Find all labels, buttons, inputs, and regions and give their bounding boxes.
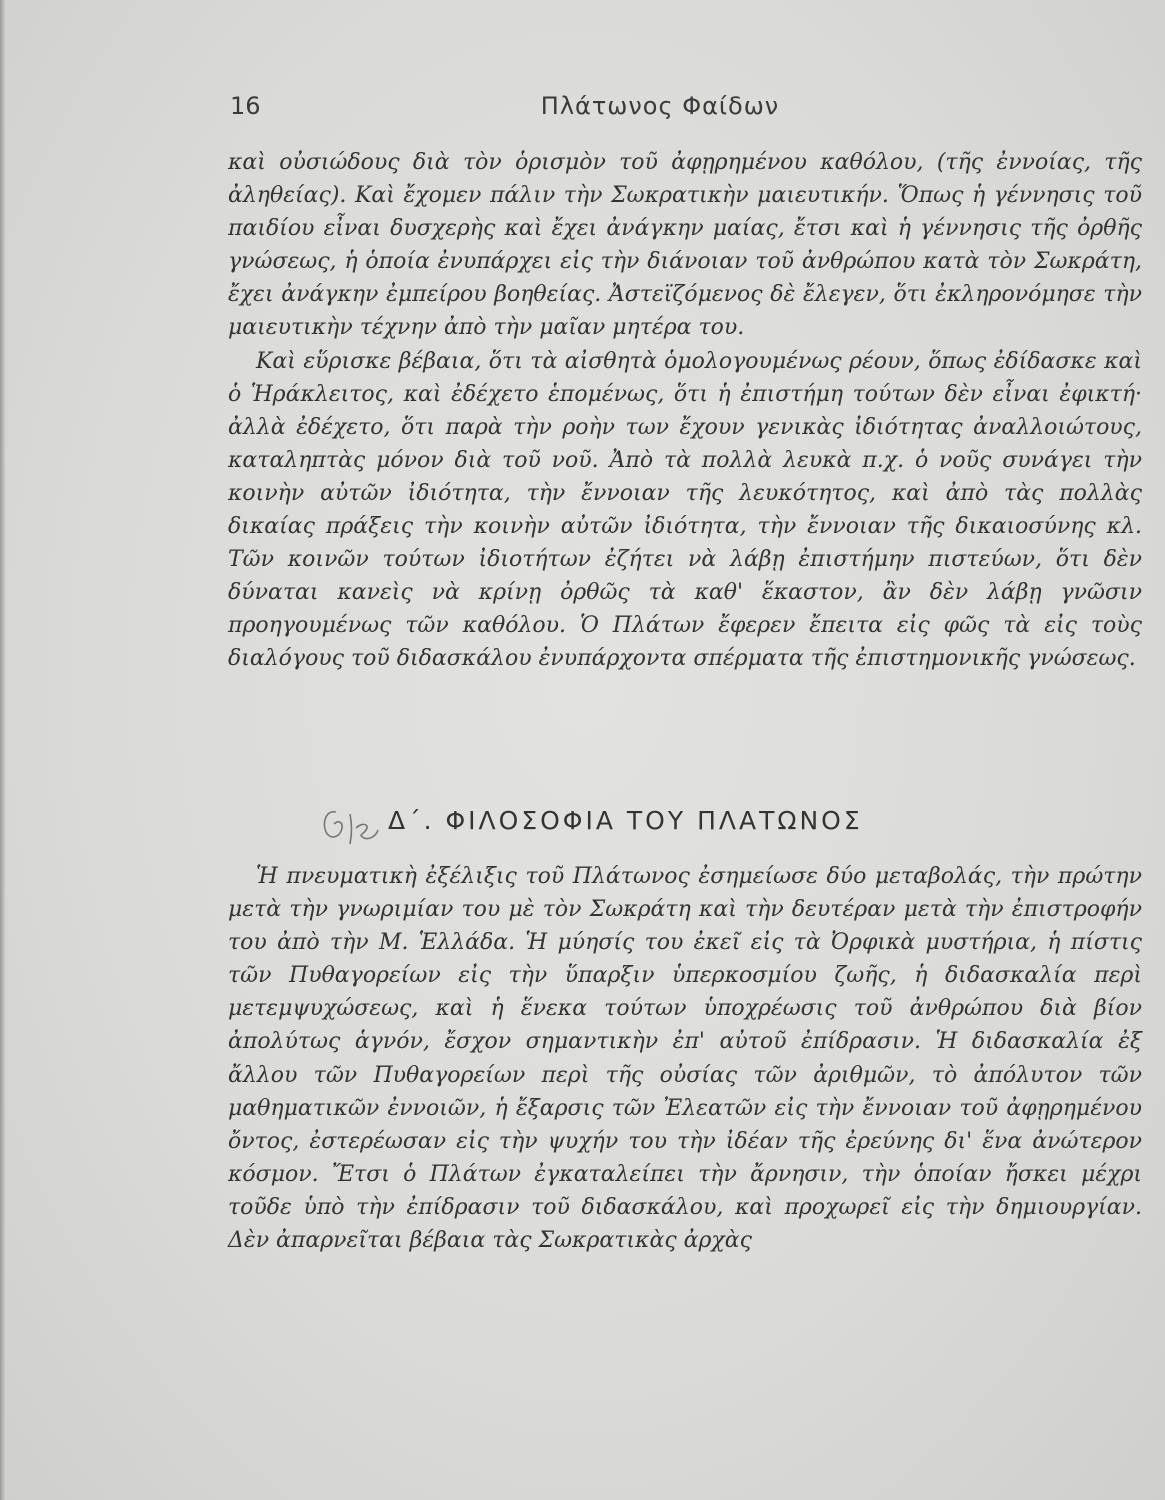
page-edge-shadow [0, 0, 6, 1500]
paragraph: Ἡ πνευματικὴ ἐξέλιξις τοῦ Πλάτωνος ἐσημείωσε δύο μεταβολάς, τὴν πρώτην μετὰ τὴν γνωριμίαν του μὲ τὸν Σωκράτη καὶ τὴν δευτέραν μετὰ τὴν ἐπιστροφήν του ἀπὸ τὴν Μ. Ἑλλάδα. Ἡ μύησίς του ἐκεῖ εἰς τὰ Ὀρφικὰ μυστήρια, ἡ πίστις τῶν Πυθαγορείων εἰς τὴν ὕπαρξιν ὑπερκοσμίου ζωῆς, ἡ διδασκαλία περὶ μετεμψυχώσεως, καὶ ἡ ἕνεκα τούτων ὑποχρέωσις τοῦ ἀνθρώπου διὰ βίον ἀπολύτως ἁγνόν, ἔσχον σημαντικὴν ἐπ' αὐτοῦ ἐπίδρασιν. Ἡ διδασκαλία ἐξ ἄλλου τῶν Πυθαγορείων περὶ τῆς οὐσίας τῶν ἀριθμῶν, τὸ ἀπόλυτον τῶν μαθηματικῶν ἐννοιῶν, ἡ ἔξαρσις τῶν Ἐλεατῶν εἰς τὴν ἔννοιαν τοῦ ἀφῃρημένου ὄντος, ἐστερέωσαν εἰς τὴν ψυχήν του τὴν ἰδέαν τῆς ἐρεύνης δι' ἕνα ἀνώτερον κόσμον. Ἔτσι ὁ Πλάτων ἐγκαταλείπει τὴν ἄρνησιν, τὴν ὁποίαν ἤσκει μέχρι τοῦδε ὑπὸ τὴν ἐπίδρασιν τοῦ διδασκάλου, καὶ προχωρεῖ εἰς τὴν δημιουργίαν. Δὲν ἀπαρνεῖται βέβαια τὰς Σωκρατικὰς ἀρχὰς [228, 864, 1142, 1254]
body-text-block-1 [228, 146, 1142, 676]
paragraph: Καὶ εὕρισκε βέβαια, ὅτι τὰ αἰσθητὰ ὁμολογουμένως ρέουν, ὅπως ἐδίδασκε καὶ ὁ Ἡράκλειτος, καὶ ἐδέχετο ἑπομένως, ὅτι ἡ ἐπιστήμη τούτων δὲν εἶναι ἐφικτή· ἀλλὰ ἐδέχετο, ὅτι παρὰ τὴν ροὴν των ἔχουν γενικὰς ἰδιότητας ἀναλλοιώτους, καταληπτὰς μόνον διὰ τοῦ νοῦ. Ἀπὸ τὰ πολλὰ λευκὰ π.χ. ὁ νοῦς συνάγει τὴν κοινὴν αὐτῶν ἰδιότητα, τὴν ἔννοιαν τῆς λευκότητος, καὶ ἀπὸ τὰς πολλὰς δικαίας πράξεις τὴν κοινὴν αὐτῶν ἰδιότητα, τὴν ἔννοιαν τῆς δικαιοσύνης κλ. Τῶν κοινῶν τούτων ἰδιοτήτων ἐζήτει νὰ λάβῃ ἐπιστήμην πιστεύων, ὅτι δὲν δύναται κανεὶς νὰ κρίνῃ ὀρθῶς τὰ καθ' ἕκαστον, ἂν δὲν λάβῃ γνῶσιν προηγουμένως τῶν καθόλου. Ὁ Πλάτων ἔφερεν ἔπειτα εἰς φῶς τὰ εἰς τοὺς διαλόγους τοῦ διδασκάλου ἐνυπάρχοντα σπέρματα τῆς ἐπιστημονικῆς γνώσεως. [228, 348, 1142, 672]
section-heading: Δ΄. ΦΙΛΟΣΟΦΙΑ ΤΟΥ ΠΛΑΤΩΝΟΣ [388, 806, 863, 835]
page-header [230, 92, 1130, 132]
body-text-block-2 [228, 860, 1142, 1257]
running-title: Πλάτωνος Φαίδων [540, 92, 780, 120]
handwritten-pencil-mark [318, 800, 388, 850]
paragraph-continued: καὶ οὐσιώδους διὰ τὸν ὁρισμὸν τοῦ ἀφῃρημένου καθόλου, (τῆς ἐννοίας, τῆς ἀληθείας). Καὶ ἔχομεν πάλιν τὴν Σωκρατικὴν μαιευτικήν. Ὅπως ἡ γέννησις τοῦ παιδίου εἶναι δυσχερὴς καὶ ἔχει ἀνάγκην μαίας, ἔτσι καὶ ἡ γέννησις τῆς ὀρθῆς γνώσεως, ἡ ὁποία ἐνυπάρχει εἰς τὴν διάνοιαν τοῦ ἀνθρώπου κατὰ τὸν Σωκράτη, ἔχει ἀνάγκην ἐμπείρου βοηθείας. Ἀστεϊζόμενος δὲ ἔλεγεν, ὅτι ἐκληρονόμησε τὴν μαιευτικὴν τέχνην ἀπὸ τὴν μαῖαν μητέρα του. [228, 150, 1142, 341]
page-number: 16 [230, 92, 261, 120]
